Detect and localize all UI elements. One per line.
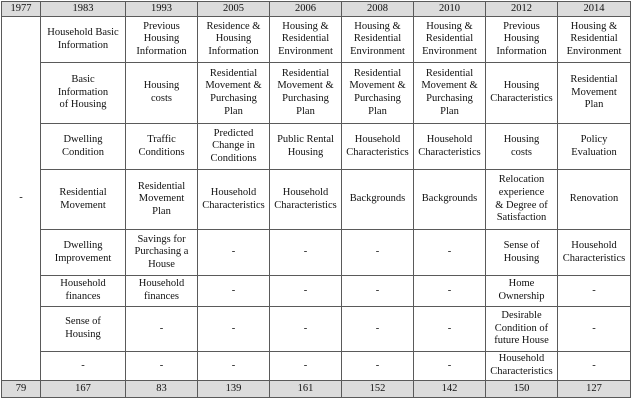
table-cell: Savings for Purchasing a House: [126, 230, 198, 276]
table-cell: Sense of Housing: [486, 230, 558, 276]
totals-row: [2, 381, 631, 398]
table-cell: -: [270, 276, 342, 307]
year-header-cell: 2008: [342, 2, 414, 17]
table-cell: Predicted Change in Conditions: [198, 124, 270, 170]
table-cell: -: [198, 276, 270, 307]
year-header-cell: 2010: [414, 2, 486, 17]
table-cell: Housing & Residential Environment: [342, 17, 414, 63]
table-cell: Household Characteristics: [342, 124, 414, 170]
table-cell: -: [41, 352, 126, 381]
total-cell: 152: [342, 381, 414, 398]
table-cell: Household Characteristics: [414, 124, 486, 170]
table-cell: -: [558, 307, 631, 352]
table-cell: -: [414, 276, 486, 307]
table-cell: Housing & Residential Environment: [558, 17, 631, 63]
table-row: [2, 307, 631, 352]
table-cell: -: [198, 352, 270, 381]
table-cell: Household finances: [41, 276, 126, 307]
table-cell: Desirable Condition of future House: [486, 307, 558, 352]
table-cell: Backgrounds: [414, 170, 486, 230]
table-cell: Household Basic Information: [41, 17, 126, 63]
table-cell: Residential Movement & Purchasing Plan: [414, 63, 486, 124]
table-cell: Previous Housing Information: [126, 17, 198, 63]
table-cell: Residential Movement & Purchasing Plan: [198, 63, 270, 124]
table-cell: -: [270, 307, 342, 352]
table-row: [2, 17, 631, 63]
table-cell: -: [558, 352, 631, 381]
table-body: [2, 2, 631, 398]
total-cell: 150: [486, 381, 558, 398]
table-cell: Home Ownership: [486, 276, 558, 307]
table-cell: -: [414, 307, 486, 352]
table-cell: -: [126, 307, 198, 352]
table-cell: Dwelling Improvement: [41, 230, 126, 276]
header-row: [2, 2, 631, 17]
table-cell: Household Characteristics: [198, 170, 270, 230]
table-row: [2, 352, 631, 381]
table-cell: -: [558, 276, 631, 307]
table-row: [2, 170, 631, 230]
year-header-cell: 2006: [270, 2, 342, 17]
table-cell: Public Rental Housing: [270, 124, 342, 170]
table-cell: Housing & Residential Environment: [414, 17, 486, 63]
table-cell: -: [198, 307, 270, 352]
table-cell: -: [198, 230, 270, 276]
table-cell: Renovation: [558, 170, 631, 230]
table-cell: Basic Information of Housing: [41, 63, 126, 124]
table-cell: Household finances: [126, 276, 198, 307]
table-cell: Housing & Residential Environment: [270, 17, 342, 63]
total-cell: 167: [41, 381, 126, 398]
table-row: [2, 276, 631, 307]
table-cell: -: [342, 307, 414, 352]
year-header-cell: 2005: [198, 2, 270, 17]
table-cell: -: [414, 352, 486, 381]
table-cell: Sense of Housing: [41, 307, 126, 352]
total-cell: 142: [414, 381, 486, 398]
table-cell: -: [342, 276, 414, 307]
table-cell: -: [342, 230, 414, 276]
table-cell: -: [342, 352, 414, 381]
survey-items-table: [1, 1, 631, 398]
table-cell: -: [270, 230, 342, 276]
table-cell: -: [126, 352, 198, 381]
total-cell: 79: [2, 381, 41, 398]
table-cell: Residential Movement: [41, 170, 126, 230]
year-header-cell: 1983: [41, 2, 126, 17]
table-cell: Residential Movement & Purchasing Plan: [270, 63, 342, 124]
year-header-cell: 1993: [126, 2, 198, 17]
year-header-cell: 2014: [558, 2, 631, 17]
table-cell: Residence & Housing Information: [198, 17, 270, 63]
total-cell: 83: [126, 381, 198, 398]
table-cell: -: [270, 352, 342, 381]
total-cell: 139: [198, 381, 270, 398]
table-cell: Household Characteristics: [270, 170, 342, 230]
table-cell: Policy Evaluation: [558, 124, 631, 170]
total-cell: 127: [558, 381, 631, 398]
table-cell: Housing costs: [486, 124, 558, 170]
table-cell: Relocation experience & Degree of Satisfaction: [486, 170, 558, 230]
table-cell: Backgrounds: [342, 170, 414, 230]
table-row: [2, 230, 631, 276]
table-row: [2, 63, 631, 124]
table-cell: Residential Movement Plan: [126, 170, 198, 230]
year-header-cell: 1977: [2, 2, 41, 17]
table-cell: Dwelling Condition: [41, 124, 126, 170]
table-cell: -: [414, 230, 486, 276]
table-cell: Household Characteristics: [558, 230, 631, 276]
table-cell: Residential Movement Plan: [558, 63, 631, 124]
year-1977-dash-cell: -: [2, 17, 41, 381]
table-cell: Housing costs: [126, 63, 198, 124]
table-cell: Previous Housing Information: [486, 17, 558, 63]
year-header-cell: 2012: [486, 2, 558, 17]
table-row: [2, 124, 631, 170]
table-cell: Household Characteristics: [486, 352, 558, 381]
table-cell: Residential Movement & Purchasing Plan: [342, 63, 414, 124]
table-cell: Traffic Conditions: [126, 124, 198, 170]
total-cell: 161: [270, 381, 342, 398]
table-cell: Housing Characteristics: [486, 63, 558, 124]
